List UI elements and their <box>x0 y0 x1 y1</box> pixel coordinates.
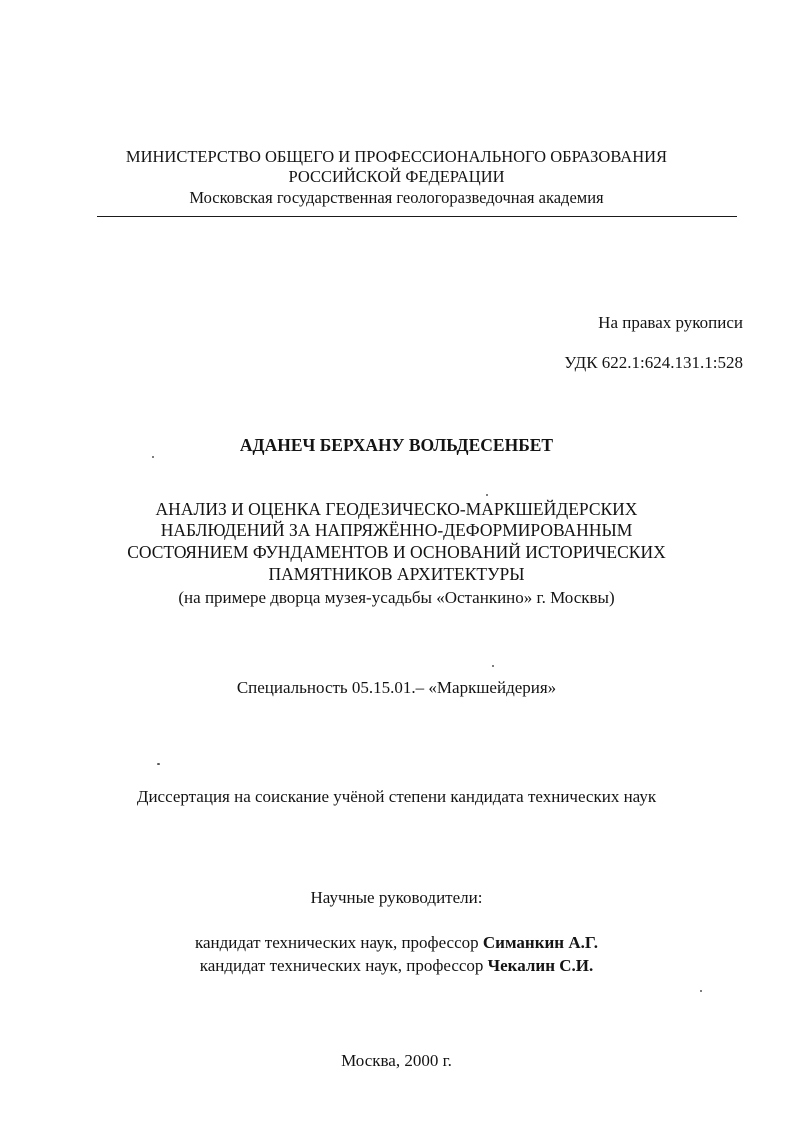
supervisor-2 <box>0 955 793 977</box>
place-year: Москва, 2000 г. <box>341 1051 452 1070</box>
supervisor-2-title: кандидат технических наук, профессор <box>199 956 488 975</box>
dissertation-title-line-2: НАБЛЮДЕНИЙ ЗА НАПРЯЖЁННО-ДЕФОРМИРОВАННЫМ <box>160 520 633 540</box>
scan-speck <box>157 763 160 765</box>
supervisor-2-name: Чекалин С.И. <box>487 956 594 975</box>
header-divider <box>97 216 737 217</box>
academy-name: Московская государственная геологоразведочная академия <box>189 188 604 207</box>
dissertation-title-line-3: СОСТОЯНИЕМ ФУНДАМЕНТОВ И ОСНОВАНИЙ ИСТОРИЧЕСКИХ <box>127 542 666 562</box>
supervisor-1-title: кандидат технических наук, профессор <box>194 933 483 952</box>
author-name: АДАНЕЧ БЕРХАНУ ВОЛЬДЕСЕНБЕТ <box>239 435 554 455</box>
dissertation-subtitle: (на примере дворца музея-усадьбы «Останкино» г. Москвы) <box>178 588 615 607</box>
dissertation-title-line-1: АНАЛИЗ И ОЦЕНКА ГЕОДЕЗИЧЕСКО-МАРКШЕЙДЕРСКИХ <box>155 499 638 519</box>
supervisor-1 <box>0 932 793 954</box>
degree-statement: Диссертация на соискание учёной степени кандидата технических наук <box>136 787 657 806</box>
scan-speck <box>700 990 702 992</box>
supervisor-1-name: Симанкин А.Г. <box>482 933 599 952</box>
supervisors-heading: Научные руководители: <box>310 888 483 907</box>
specialty: Специальность 05.15.01.– «Маркшейдерия» <box>236 678 557 697</box>
dissertation-title-line-4: ПАМЯТНИКОВ АРХИТЕКТУРЫ <box>268 564 525 584</box>
ministry-line-1: МИНИСТЕРСТВО ОБЩЕГО И ПРОФЕССИОНАЛЬНОГО ОБРАЗОВАНИЯ <box>125 147 668 166</box>
scan-speck <box>486 494 488 496</box>
scan-speck <box>152 456 154 458</box>
scan-speck <box>492 665 494 667</box>
ministry-line-2: РОССИЙСКОЙ ФЕДЕРАЦИИ <box>288 167 505 186</box>
udk-code: УДК 622.1:624.131.1:528 <box>564 353 743 372</box>
manuscript-rights: На правах рукописи <box>598 313 743 332</box>
